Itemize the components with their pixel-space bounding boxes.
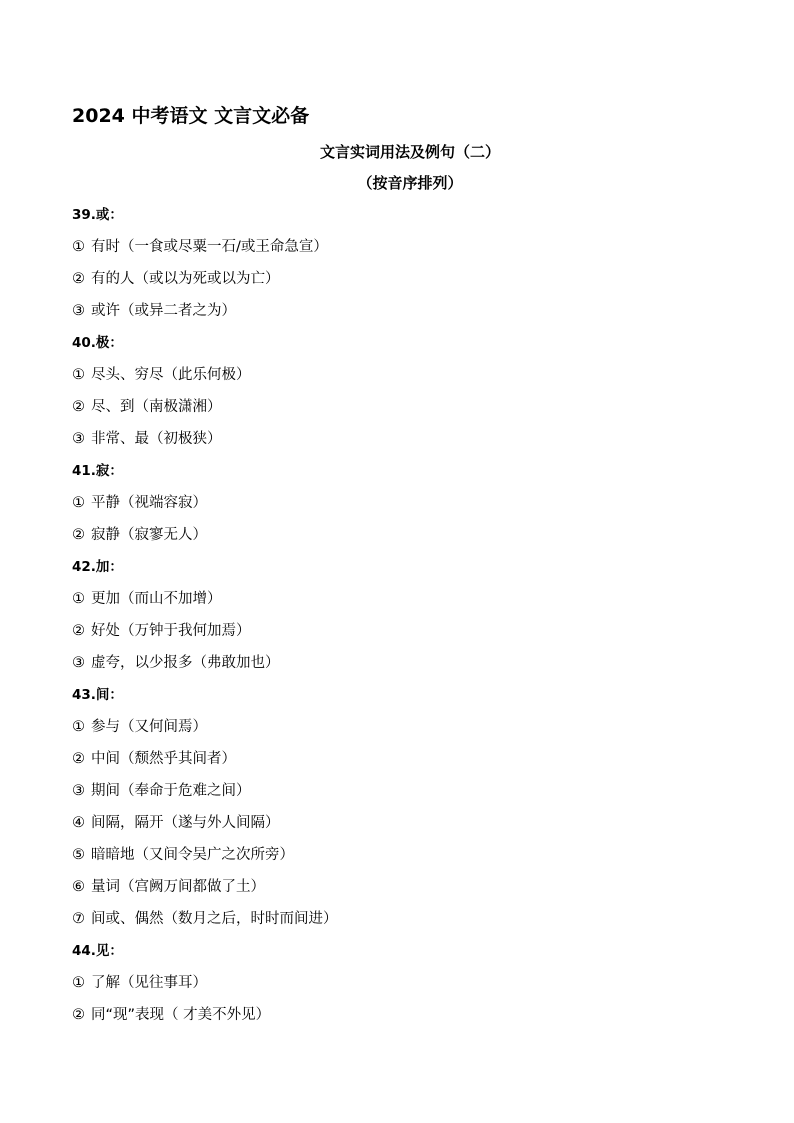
word-entry	[72, 939, 732, 1027]
meaning-text: 同“现”表现（ 才美不外见）	[91, 1007, 271, 1023]
meaning-item	[72, 395, 732, 419]
word-entry	[72, 331, 732, 451]
meaning-number: ③	[72, 783, 85, 799]
meaning-number: ③	[72, 431, 85, 447]
meaning-number: ②	[72, 399, 85, 415]
meaning-number: ②	[72, 623, 85, 639]
meaning-item	[72, 267, 732, 291]
meaning-item	[72, 363, 732, 387]
meaning-number: ⑤	[72, 847, 85, 863]
meaning-item	[72, 491, 732, 515]
meaning-text: 寂静（寂寥无人）	[91, 527, 207, 543]
meaning-text: 更加（而山不加增）	[91, 591, 222, 607]
meaning-text: 了解（见往事耳）	[91, 975, 207, 991]
document-title: 2024 中考语文 文言文必备	[72, 105, 310, 127]
meaning-number: ①	[72, 239, 85, 255]
meaning-item	[72, 779, 732, 803]
meaning-item	[72, 747, 732, 771]
meaning-number: ⑥	[72, 879, 85, 895]
meaning-number: ①	[72, 975, 85, 991]
entry-heading: 43.间：	[72, 687, 123, 703]
meaning-item	[72, 299, 732, 323]
meaning-number: ②	[72, 527, 85, 543]
meaning-item	[72, 971, 732, 995]
meaning-text: 非常、最（初极狭）	[91, 431, 222, 447]
meaning-number: ⑦	[72, 911, 85, 927]
meaning-text: 暗暗地（又间令吴广之次所旁）	[91, 847, 294, 863]
meaning-text: 中间（颓然乎其间者）	[91, 751, 236, 767]
meaning-number: ②	[72, 1007, 85, 1023]
entry-heading: 41.寂：	[72, 463, 123, 479]
meaning-item	[72, 715, 732, 739]
meaning-text: 虚夸，以少报多（弗敢加也）	[91, 655, 280, 671]
meaning-number: ③	[72, 303, 85, 319]
meaning-number: ④	[72, 815, 85, 831]
meaning-text: 量词（宫阙万间都做了土）	[91, 879, 265, 895]
entry-list	[72, 203, 732, 1035]
meaning-item	[72, 619, 732, 643]
section-subtitle: 文言实词用法及例句（二）	[319, 143, 500, 161]
meaning-item	[72, 907, 732, 931]
entry-heading: 44.见：	[72, 943, 123, 959]
meaning-item	[72, 427, 732, 451]
meaning-number: ①	[72, 591, 85, 607]
meaning-number: ③	[72, 655, 85, 671]
meaning-text: 间隔，隔开（遂与外人间隔）	[91, 815, 280, 831]
word-entry	[72, 203, 732, 323]
meaning-text: 好处（万钟于我何加焉）	[91, 623, 251, 639]
word-entry	[72, 459, 732, 547]
meaning-text: 有的人（或以为死或以为亡）	[91, 271, 280, 287]
entry-heading: 39.或：	[72, 207, 123, 223]
meaning-text: 或许（或异二者之为）	[91, 303, 236, 319]
meaning-number: ①	[72, 495, 85, 511]
meaning-item	[72, 843, 732, 867]
meaning-text: 间或、偶然（数月之后，时时而间进）	[91, 911, 338, 927]
meaning-text: 有时（一食或尽粟一石/或王命急宣）	[91, 239, 328, 255]
word-entry	[72, 683, 732, 931]
meaning-item	[72, 1003, 732, 1027]
meaning-text: 期间（奉命于危难之间）	[91, 783, 251, 799]
meaning-text: 尽头、穷尽（此乐何极）	[91, 367, 251, 383]
order-note: （按音序排列）	[357, 174, 463, 192]
word-entry	[72, 555, 732, 675]
meaning-number: ②	[72, 271, 85, 287]
meaning-item	[72, 811, 732, 835]
entry-heading: 42.加：	[72, 559, 123, 575]
meaning-item	[72, 587, 732, 611]
entry-heading: 40.极：	[72, 335, 123, 351]
meaning-item	[72, 875, 732, 899]
meaning-text: 尽、到（南极潇湘）	[91, 399, 222, 415]
meaning-number: ②	[72, 751, 85, 767]
meaning-item	[72, 651, 732, 675]
meaning-text: 平静（视端容寂）	[91, 495, 207, 511]
meaning-number: ①	[72, 719, 85, 735]
meaning-item	[72, 235, 732, 259]
meaning-text: 参与（又何间焉）	[91, 719, 207, 735]
meaning-number: ①	[72, 367, 85, 383]
meaning-item	[72, 523, 732, 547]
